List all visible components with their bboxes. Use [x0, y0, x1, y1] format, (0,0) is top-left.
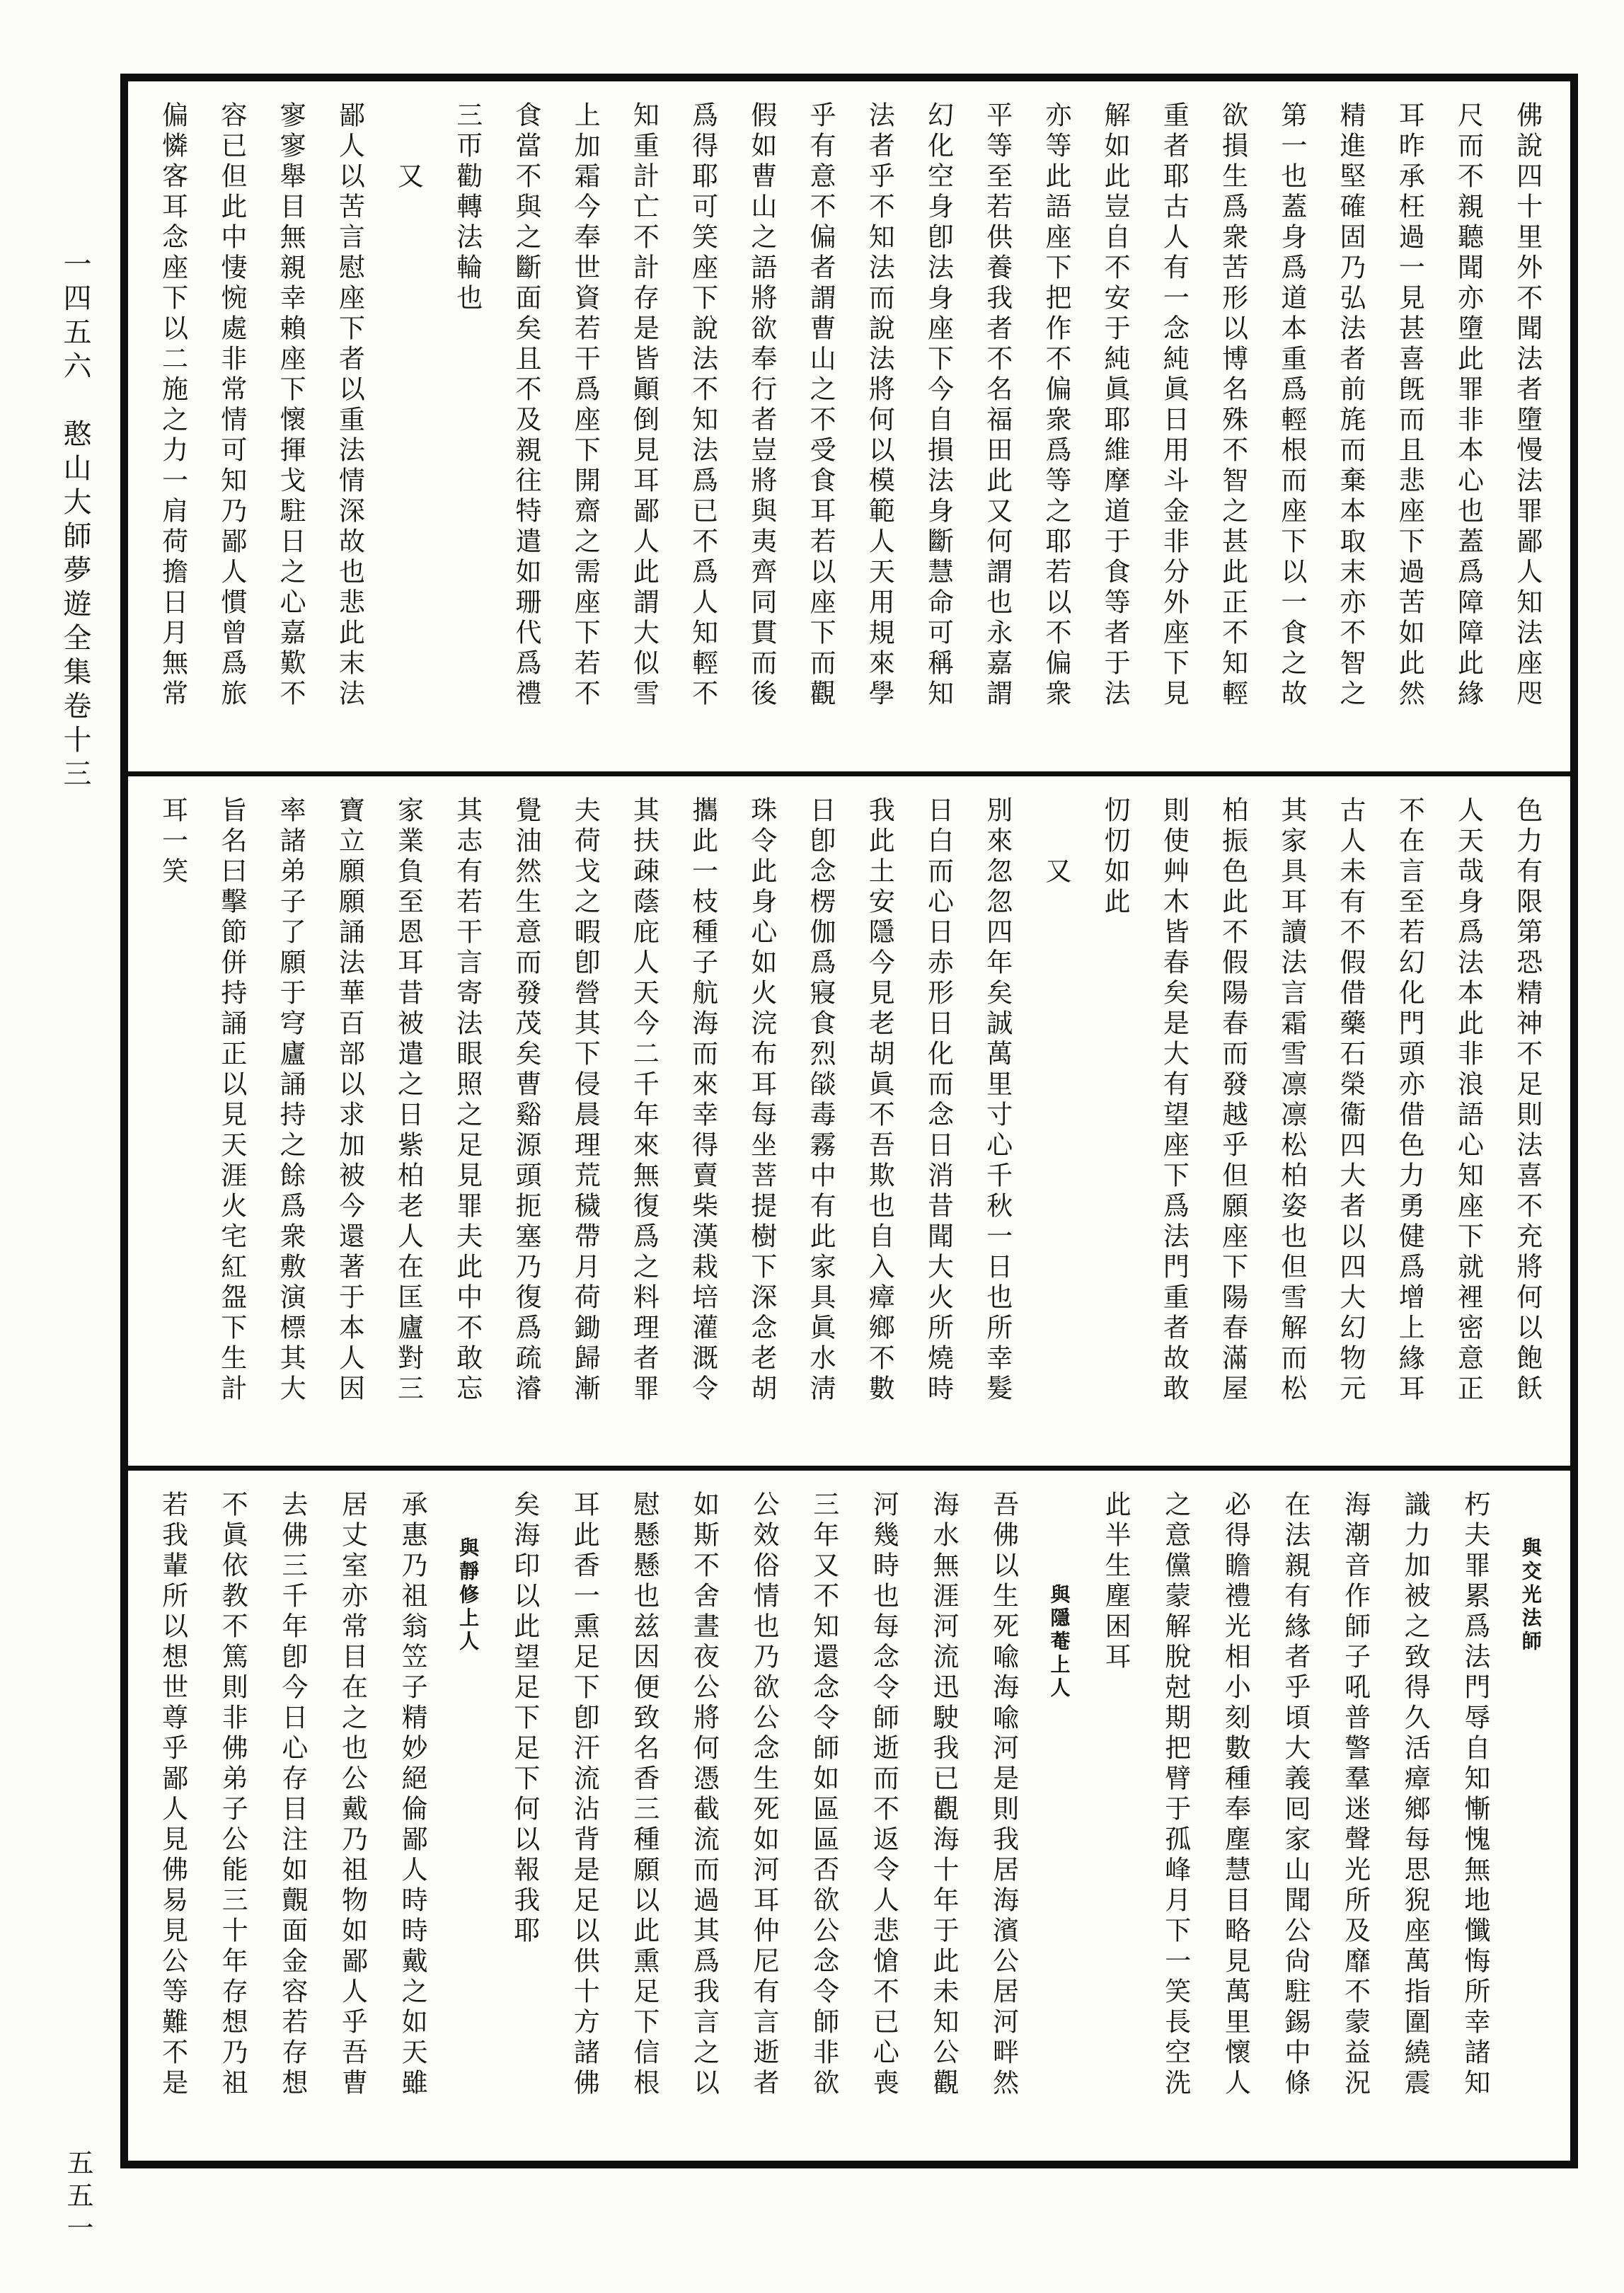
text-column: 重者耶古人有一念純眞日用斗金非分外座下見	[1158, 101, 1188, 710]
text-column: 其家具耳讀法言霜雪凛凛松柏姿也但雪解而松	[1276, 795, 1306, 1405]
band-divider	[128, 1466, 1570, 1471]
text-column: 第一也蓋身爲道本重爲輕根而座下以一食之故	[1276, 101, 1306, 710]
text-column: 精進堅確固乃弘法者前旄而棄本取末亦不智之	[1335, 101, 1365, 710]
text-column: 之意儻蒙解脫尅期把臂于孤峰月下一笑長空洗	[1160, 1490, 1190, 2100]
text-frame	[120, 74, 1578, 2168]
text-column: 識力加被之致得久活瘴鄉每思猊座萬指圍繞震	[1400, 1490, 1429, 2100]
text-column: 我此土安隱今見老胡眞不吾欺也自入瘴鄉不數	[864, 795, 894, 1405]
text-column: 旨名曰擊節併持誦正以見天涯火宅紅盌下生計	[216, 795, 246, 1405]
text-column: 亦等此語座下把作不偏衆爲等之耶若以不偏衆	[1040, 101, 1070, 710]
text-column: 寶立願願誦法華百部以求加被今還著于本人因	[334, 795, 364, 1405]
text-column: 鄙人以苦言慰座下者以重法情深故也悲此末法	[334, 101, 364, 710]
text-column: 率諸弟子了願于穹廬誦持之餘爲衆敷演標其大	[275, 795, 305, 1405]
text-column: 家業負至恩耳昔被遣之日紫柏老人在匡廬對三	[393, 795, 422, 1405]
text-column: 日白而心日赤形日化而念日消昔聞大火所燒時	[923, 795, 952, 1405]
text-column: 平等至若供養我者不名福田此又何謂也永嘉謂	[981, 101, 1011, 710]
text-column: 耳一笑	[157, 795, 187, 887]
text-column: 古人未有不假借藥石榮衞四大者以四大幻物元	[1335, 795, 1365, 1405]
text-column: 知重計亡不計存是皆顚倒見耳鄙人此謂大似雪	[628, 101, 658, 710]
text-column: 法者乎不知法而說法將何以模範人天用規來學	[864, 101, 894, 710]
text-column: 其扶疎蔭庇人天今二千年來無復爲之料理者罪	[628, 795, 658, 1405]
letter-heading-column: 與隱菴上人	[1047, 1490, 1070, 1701]
text-column: 慰懸懸也兹因便致名香三種願以此熏足下信根	[628, 1490, 658, 2100]
text-column: 假如曹山之語將欲奉行者豈將與夷齊同貫而後	[746, 101, 776, 710]
text-column: 佛說四十里外不聞法者墮慢法罪鄙人知法座咫	[1511, 101, 1541, 710]
text-column: 若我輩所以想世尊乎鄙人見佛易見公等難不是	[157, 1490, 187, 2100]
letter-heading-column: 與靜修上人	[456, 1490, 479, 1655]
text-band-bottom	[128, 1471, 1570, 2161]
text-column: 容已但此中悽惋處非常情可知乃鄙人慣曾爲旅	[216, 101, 246, 710]
text-column: 珠令此身心如火浣布耳每坐菩提樹下深念老胡	[746, 795, 776, 1405]
text-column: 如斯不舍晝夜公將何憑截流而過其爲我言之以	[689, 1490, 718, 2100]
text-column: 不在言至若幻化門頭亦借色力勇健爲增上緣耳	[1394, 795, 1424, 1405]
text-column: 三帀勸轉法輪也	[451, 101, 481, 314]
text-band-top	[128, 81, 1570, 771]
text-column: 此半生塵困耳	[1100, 1490, 1130, 1674]
text-column: 又	[1040, 795, 1070, 887]
text-column: 人天哉身爲法本此非浪語心知座下就裡密意正	[1453, 795, 1482, 1405]
text-column: 幻化空身卽法身座下今自損法身斷慧命可稱知	[923, 101, 952, 710]
text-column: 攜此一枝種子航海而來幸得賣柴漢栽培灌溉令	[687, 795, 717, 1405]
text-column: 耳昨承枉過一見甚喜旣而且悲座下過苦如此然	[1394, 101, 1424, 710]
band-divider	[128, 771, 1570, 776]
text-column: 矣海印以此望足下足下何以報我耶	[509, 1490, 539, 1948]
volume-margin-caption: 一四五六 憨山大師夢遊全集卷十三	[59, 249, 91, 793]
text-band-middle	[128, 776, 1570, 1466]
text-column: 尺而不親聽聞亦墮此罪非本心也蓋爲障障此緣	[1453, 101, 1482, 710]
text-column: 承惠乃祖翁笠子精妙絕倫鄙人時時戴之如天雖	[397, 1490, 427, 2100]
text-column: 寥寥舉目無親幸賴座下懷揮戈駐日之心嘉歎不	[275, 101, 305, 710]
text-column: 色力有限第恐精神不足則法喜不充將何以飽飫	[1511, 795, 1541, 1405]
text-column: 不眞依教不篤則非佛弟子公能三十年存想乃祖	[217, 1490, 247, 2100]
text-column: 河幾時也每念令師逝而不返令人悲愴不已心喪	[868, 1490, 898, 2100]
text-column: 海水無涯河流迅駛我已觀海十年于此未知公觀	[928, 1490, 957, 2100]
text-column: 吾佛以生死喩海喩河是則我居海濱公居河畔然	[988, 1490, 1018, 2100]
text-column: 海潮音作師子吼普警羣迷聲光所及靡不蒙益況	[1340, 1490, 1369, 2100]
text-column: 三年又不知還念令師如區區否欲公念令師非欲	[808, 1490, 838, 2100]
folio-number: 五五一	[62, 2149, 92, 2246]
text-column: 公效俗情也乃欲公念生死如河耳仲尼有言逝者	[749, 1490, 778, 2100]
text-column: 偏憐客耳念座下以二施之力一肩荷擔日月無常	[157, 101, 187, 710]
text-column: 必得瞻禮光相小刻數種奉塵慧目略見萬里懷人	[1220, 1490, 1250, 2100]
text-column: 柏振色此不假陽春而發越乎但願座下陽春滿屋	[1217, 795, 1247, 1405]
text-column: 爲得耶可笑座下說法不知法爲已不爲人知輕不	[687, 101, 717, 710]
text-column: 耳此香一熏足下卽汗流沾背是足以供十方諸佛	[569, 1490, 599, 2100]
text-column: 解如此豈自不安于純眞耶維摩道于食等者于法	[1100, 101, 1129, 710]
text-column: 去佛三千年卽今日心存目注如覿面金容若存想	[277, 1490, 306, 2100]
text-column: 又	[393, 101, 422, 192]
text-column: 乎有意不偏者謂曹山之不受食耳若以座下而觀	[805, 101, 835, 710]
text-column: 上加霜今奉世資若干爲座下開齋之需座下若不	[570, 101, 599, 710]
text-column: 覺油然生意而發茂矣曹谿源頭扼塞乃復爲疏濬	[510, 795, 540, 1405]
text-column: 其志有若干言寄法眼照之足見罪夫此中不敢忘	[451, 795, 481, 1405]
text-column: 忉忉如此	[1100, 795, 1129, 918]
text-column: 別來忽忽四年矣誠萬里寸心千秋一日也所幸髮	[981, 795, 1011, 1405]
text-column: 夫荷戈之暇卽營其下侵晨理荒穢帶月荷鋤歸漸	[570, 795, 599, 1405]
text-column: 日卽念楞伽爲寢食烈燄毒霧中有此家具眞水淸	[805, 795, 835, 1405]
text-column: 欲損生爲衆苦形以博名殊不智之甚此正不知輕	[1217, 101, 1247, 710]
text-column: 朽夫罪累爲法門辱自知慚愧無地懺悔所幸諸知	[1459, 1490, 1489, 2100]
letter-heading-column: 與交光法師	[1519, 1490, 1541, 1655]
text-column: 在法親有緣者乎頃大義囘家山聞公尙駐錫中條	[1279, 1490, 1309, 2100]
text-column: 居丈室亦常目在之也公戴乃祖物如鄙人乎吾曹	[337, 1490, 367, 2100]
text-column: 食當不與之斷面矣且不及親往特遣如珊代爲禮	[510, 101, 540, 710]
text-column: 則使艸木皆春矣是大有望座下爲法門重者故敢	[1158, 795, 1188, 1405]
